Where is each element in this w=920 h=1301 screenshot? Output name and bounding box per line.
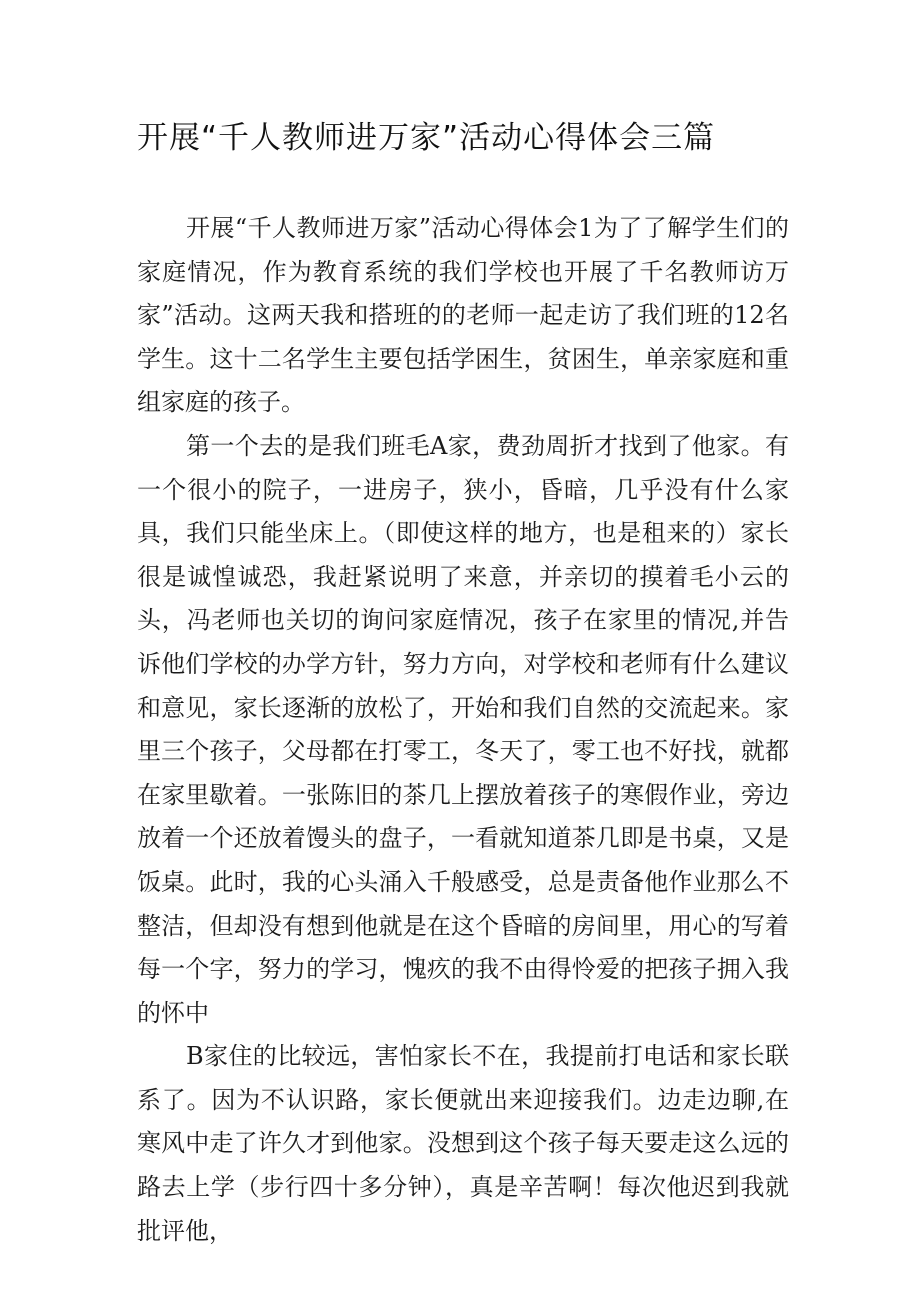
document-body bbox=[137, 207, 789, 1253]
paragraph: 开展“千人教师进万家”活动心得体会1为了了解学生们的家庭情况，作为教育系统的我们学校也开展了千名教师访万家”活动。这两天我和搭班的的老师一起走访了我们班的12名学生。这十二名学生主要包括学困生，贫困生，单亲家庭和重组家庭的孩子。 bbox=[137, 214, 789, 417]
document-title: 开展“千人教师进万家”活动心得体会三篇 bbox=[137, 120, 716, 156]
paragraph: B家住的比较远，害怕家长不在，我提前打电话和家长联系了。因为不认识路，家长便就出来迎接我们。边走边聊,在寒风中走了许久才到他家。没想到这个孩子每天要走这么远的路去上学（步行四十多分钟），真是辛苦啊！每次他迟到我就批评他， bbox=[137, 1042, 789, 1245]
paragraph: 第一个去的是我们班毛A家，费劲周折才找到了他家。有一个很小的院子，一进房子，狭小，昏暗，几乎没有什么家具，我们只能坐床上。（即使这样的地方，也是租来的）家长很是诚惶诚恐，我赶紧说明了来意，并亲切的摸着毛小云的头，冯老师也关切的询问家庭情况，孩子在家里的情况,并告诉他们学校的办学方针，努力方向，对学校和老师有什么建议和意见，家长逐渐的放松了，开始和我们自然的交流起来。家里三个孩子，父母都在打零工，冬天了，零工也不好找，就都在家里歇着。一张陈旧的茶几上摆放着孩子的寒假作业，旁边放着一个还放着馒头的盘子，一看就知道茶几即是书桌，又是饭桌。此时，我的心头涌入千般感受，总是责备他作业那么不整洁，但却没有想到他就是在这个昏暗的房间里，用心的写着每一个字，努力的学习，愧疚的我不由得怜爱的把孩子拥入我的怀中 bbox=[137, 431, 789, 1027]
